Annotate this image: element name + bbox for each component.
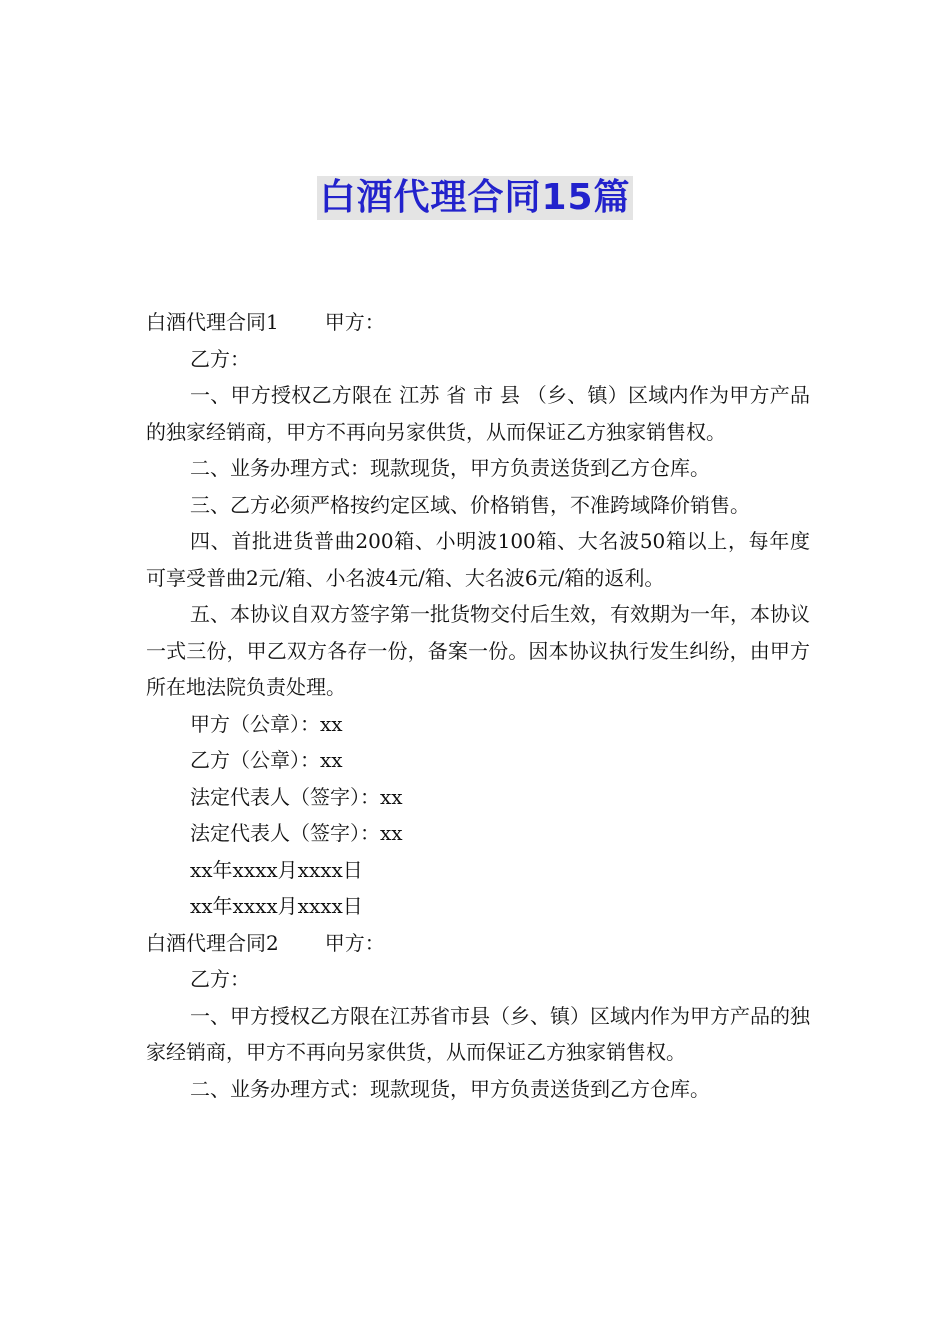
contract1-heading: 白酒代理合同1 <box>146 310 279 334</box>
contract1-clause3: 三、乙方必须严格按约定区域、价格销售，不准跨域降价销售。 <box>190 492 750 517</box>
title-block <box>0 176 950 220</box>
contract1-date-b: xx年xxxx月xxxx日 <box>190 894 363 918</box>
document-title: 白酒代理合同15篇 <box>319 177 631 218</box>
contract2-party-b: 乙方： <box>190 967 250 991</box>
contract2-party-a: 甲方： <box>324 930 385 955</box>
contract1-party-a: 甲方： <box>324 310 385 334</box>
contract1-rep-a: 法定代表人（签字）：xx <box>190 784 403 809</box>
contract1-party-b: 乙方： <box>190 346 250 371</box>
contract1-clause5: 五、本协议自双方签字第一批货物交付后生效，有效期为一年，本协议一式三份，甲乙双方各存一份，备案一份。因本协议执行发生纠纷，由甲方所在地法院负责处理。 <box>146 602 810 699</box>
contract1-heading-line <box>146 304 810 341</box>
contract1-clause2: 二、业务办理方式：现款现货，甲方负责送货到乙方仓库。 <box>190 456 710 480</box>
contract1-date-a: xx年xxxx月xxxx日 <box>190 857 363 882</box>
document-body <box>146 304 810 1107</box>
contract1-clause1: 一、甲方授权乙方限在 江苏 省 市 县 （乡、镇）区域内作为甲方产品的独家经销商，甲方不再向另家供货，从而保证乙方独家销售权。 <box>146 383 810 444</box>
contract1-seal-a: 甲方（公章）：xx <box>190 711 343 736</box>
contract1-clause4: 四、首批进货普曲200箱、小明波100箱、大名波50箱以上，每年度可享受普曲2元/箱、小名波4元/箱、大名波6元/箱的返利。 <box>146 529 810 590</box>
contract1-rep-b: 法定代表人（签字）：xx <box>190 821 403 845</box>
contract2-clause2: 二、业务办理方式：现款现货，甲方负责送货到乙方仓库。 <box>190 1076 710 1101</box>
contract2-heading: 白酒代理合同2 <box>146 930 279 955</box>
contract2-clause1: 一、甲方授权乙方限在江苏省市县（乡、镇）区域内作为甲方产品的独家经销商，甲方不再向另家供货，从而保证乙方独家销售权。 <box>146 1003 810 1064</box>
contract2-heading-line <box>146 925 810 962</box>
contract1-seal-b: 乙方（公章）：xx <box>190 748 343 772</box>
